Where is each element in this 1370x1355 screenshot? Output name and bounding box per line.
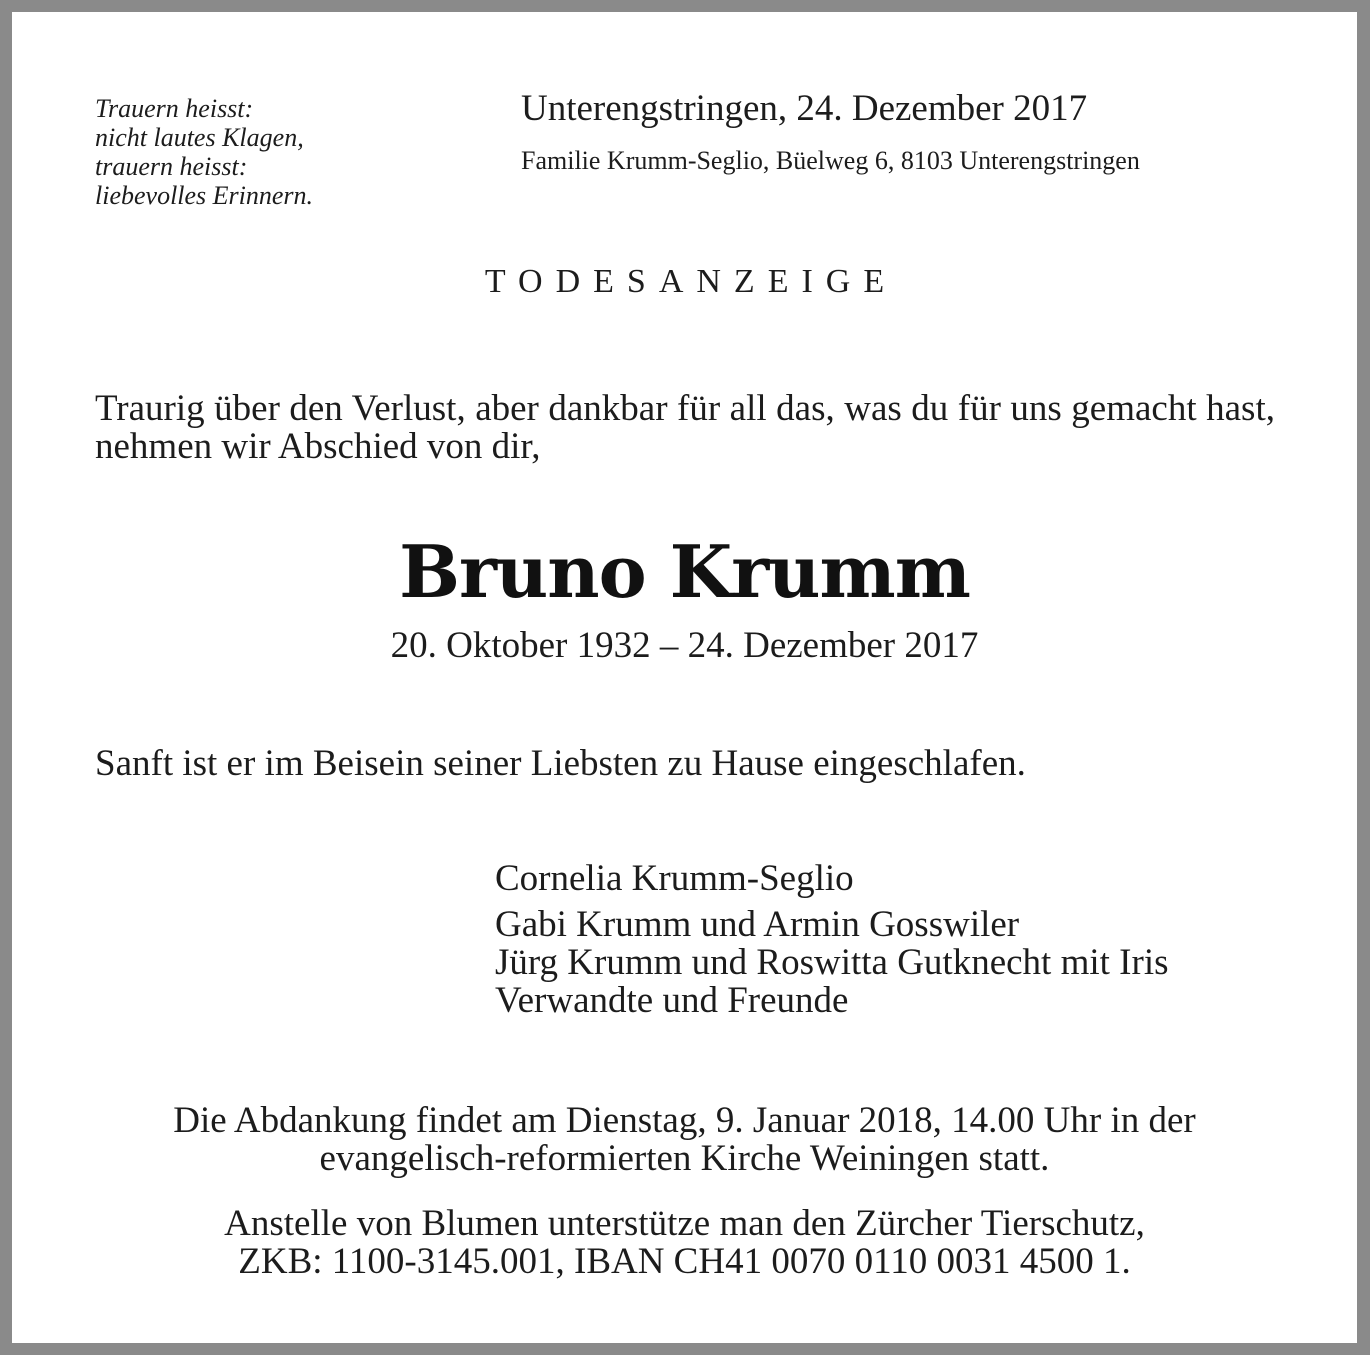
mourner-line: Verwandte und Freunde <box>495 980 849 1021</box>
motto-line: liebevolles Erinnern. <box>95 181 314 210</box>
mourner-line: Jürg Krumm und Roswitta Gutknecht mit Iris <box>495 942 1169 983</box>
mourner-line: Gabi Krumm und Armin Gosswiler <box>495 904 1020 945</box>
mourner-spouse: Cornelia Krumm-Seglio <box>495 858 854 899</box>
deceased-name: Bruno Krumm <box>399 529 970 614</box>
motto-line: trauern heisst: <box>95 152 248 181</box>
intro-text: Traurig über den Verlust, aber dankbar für all das, was du für uns gemacht hast, nehmen wir Abschied von dir, <box>95 388 1275 467</box>
passing-sentence: Sanft ist er im Beisein seiner Liebsten zu Hause eingeschlafen. <box>95 743 1026 784</box>
mourners-list <box>495 860 1169 1020</box>
donation-line: ZKB: 1100-3145.001, IBAN CH41 0070 0110 0031 4500 1. <box>238 1241 1131 1282</box>
funeral-service-info <box>12 1102 1357 1178</box>
donation-info <box>12 1205 1357 1281</box>
family-address: Familie Krumm-Seglio, Büelweg 6, 8103 Unterengstringen <box>521 146 1140 175</box>
service-line: evangelisch-reformierten Kirche Weiningen statt. <box>319 1138 1050 1179</box>
motto-line: Trauern heisst: <box>95 94 254 123</box>
motto-quote <box>95 94 313 210</box>
lifespan-dates: 20. Oktober 1932 – 24. Dezember 2017 <box>390 625 979 666</box>
motto-line: nicht lautes Klagen, <box>95 123 304 152</box>
place-date: Unterengstringen, 24. Dezember 2017 <box>521 88 1088 129</box>
donation-line: Anstelle von Blumen unterstütze man den Zürcher Tierschutz, <box>224 1203 1145 1244</box>
obituary-notice <box>12 12 1357 1343</box>
service-line: Die Abdankung findet am Dienstag, 9. Januar 2018, 14.00 Uhr in der <box>173 1100 1196 1141</box>
notice-heading: TODESANZEIGE <box>484 263 898 300</box>
